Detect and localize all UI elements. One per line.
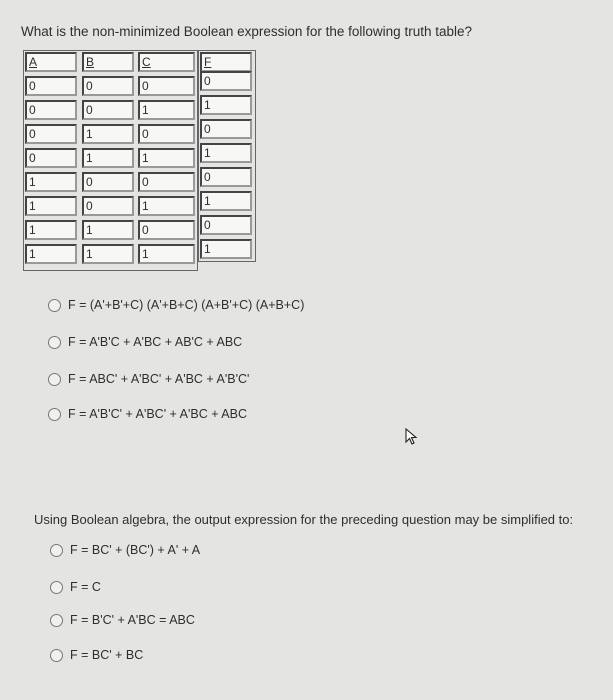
q2-option-4[interactable] — [50, 648, 143, 662]
option-label: F = BC' + (BC') + A' + A — [70, 543, 201, 557]
q2-option-3[interactable] — [50, 613, 195, 627]
table-cell: 0 — [138, 124, 195, 144]
option-label: F = A'B'C + A'BC + AB'C + ABC — [68, 335, 243, 349]
table-cell: 0 — [25, 76, 77, 96]
table-cell: 1 — [82, 124, 134, 144]
table-header-1: B — [82, 52, 134, 72]
q1-option-2[interactable] — [48, 335, 242, 349]
table-cell: 1 — [138, 244, 195, 264]
table-cell: 1 — [200, 143, 252, 163]
radio-button-icon[interactable] — [48, 373, 61, 386]
table-cell: 1 — [82, 220, 134, 240]
table-cell: 1 — [25, 172, 77, 192]
q1-option-4[interactable] — [48, 407, 247, 421]
option-label: F = B'C' + A'BC = ABC — [70, 613, 195, 627]
radio-button-icon[interactable] — [50, 649, 63, 662]
radio-button-icon[interactable] — [48, 299, 61, 312]
table-cell: 0 — [200, 215, 252, 235]
table-cell: 1 — [25, 244, 77, 264]
option-label: F = ABC' + A'BC' + A'BC + A'B'C' — [68, 372, 250, 386]
table-cell: 1 — [82, 244, 134, 264]
table-header-3: F — [200, 52, 252, 72]
q1-option-3[interactable] — [48, 372, 249, 386]
table-cell: 1 — [138, 148, 195, 168]
question-1-text: What is the non-minimized Boolean expression for the following truth table? — [21, 24, 472, 39]
q1-option-1[interactable] — [48, 298, 304, 312]
table-cell: 0 — [138, 172, 195, 192]
radio-button-icon[interactable] — [50, 614, 63, 627]
table-cell: 0 — [25, 148, 77, 168]
table-cell: 1 — [138, 196, 195, 216]
option-label: F = BC' + BC — [70, 648, 144, 662]
question-2-text: Using Boolean algebra, the output expression for the preceding question may be simplified to: — [34, 512, 574, 527]
table-cell: 0 — [200, 71, 252, 91]
table-header-2: C — [138, 52, 195, 72]
radio-button-icon[interactable] — [48, 336, 61, 349]
table-cell: 1 — [200, 239, 252, 259]
table-cell: 1 — [200, 95, 252, 115]
table-cell: 0 — [25, 100, 77, 120]
mouse-pointer-icon — [405, 428, 419, 446]
radio-button-icon[interactable] — [50, 581, 63, 594]
table-cell: 1 — [82, 148, 134, 168]
option-label: F = C — [70, 580, 101, 594]
table-cell: 1 — [25, 220, 77, 240]
table-cell: 0 — [82, 76, 134, 96]
table-header-0: A — [25, 52, 77, 72]
table-cell: 0 — [82, 196, 134, 216]
q2-option-1[interactable] — [50, 543, 200, 557]
table-cell: 0 — [200, 167, 252, 187]
q2-option-2[interactable] — [50, 580, 101, 594]
table-cell: 1 — [200, 191, 252, 211]
radio-button-icon[interactable] — [48, 408, 61, 421]
table-cell: 1 — [25, 196, 77, 216]
table-cell: 0 — [82, 100, 134, 120]
table-cell: 0 — [138, 76, 195, 96]
table-cell: 0 — [200, 119, 252, 139]
option-label: F = A'B'C' + A'BC' + A'BC + ABC — [68, 407, 247, 421]
option-label: F = (A'+B'+C) (A'+B+C) (A+B'+C) (A+B+C) — [68, 298, 305, 312]
radio-button-icon[interactable] — [50, 544, 63, 557]
table-cell: 1 — [138, 100, 195, 120]
table-cell: 0 — [82, 172, 134, 192]
table-cell: 0 — [138, 220, 195, 240]
table-cell: 0 — [25, 124, 77, 144]
